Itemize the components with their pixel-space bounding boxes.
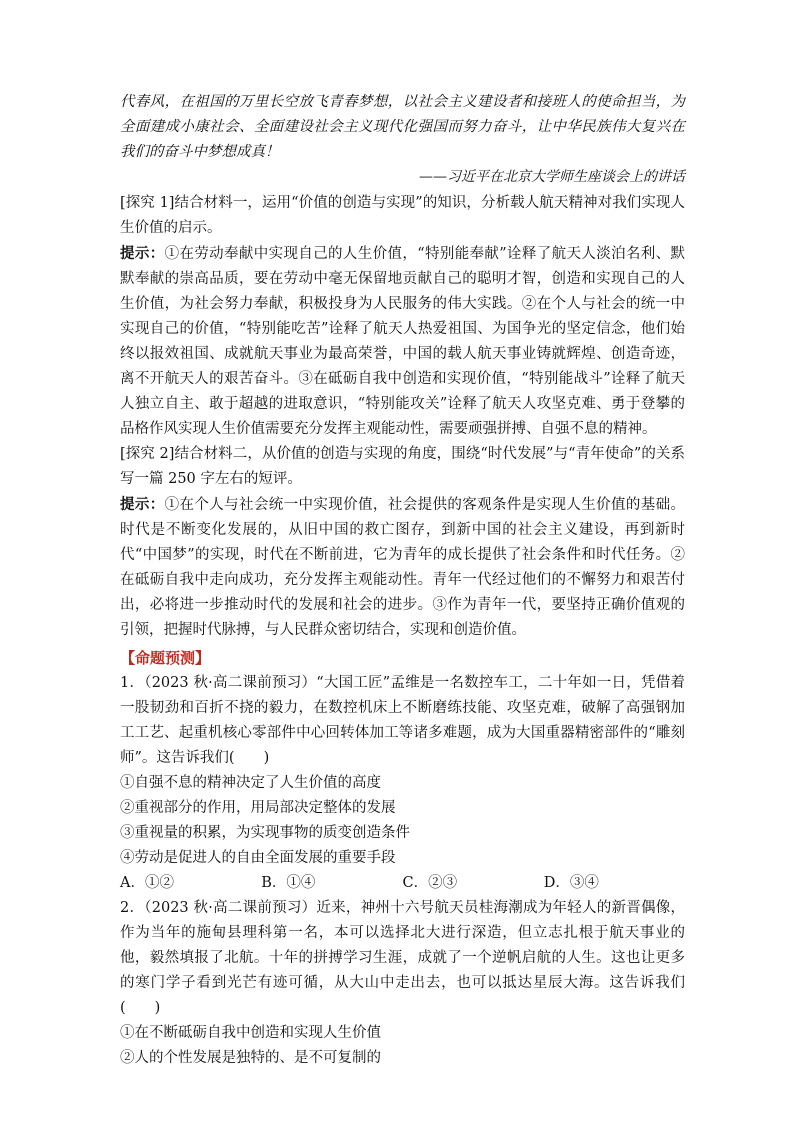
question-1 [120,671,685,896]
question-1-option-3: ③重视量的积累，为实现事物的质变创造条件 [120,825,410,841]
explore-1-tag: [探究 1] [120,195,175,211]
explore-2-tag: [探究 2] [120,446,175,462]
explore-1-question: 结合材料一，运用“价值的创造与实现”的知识，分析载人航天精神对我们实现人生价值的启示。 [120,195,685,236]
section-title: 【命题预测】 [120,649,211,667]
quote-attribution: ——习近平在北京大学师生座谈会上的讲话 [419,169,685,185]
explore-2 [120,442,685,643]
explore-1-hint-label: 提示： [120,245,165,262]
choice-d: D．③④ [543,875,599,891]
question-1-choices [120,871,685,896]
explore-2-hint-label: 提示： [120,496,165,513]
explore-2-question: 结合材料二，从价值的创造与实现的角度，围绕“时代发展”与“青年使命”的关系写一篇 250 字左右的短评。 [120,446,685,487]
question-2-option-2: ②人的个性发展是独特的、是不可复制的 [120,1050,381,1066]
question-2 [120,896,685,1071]
explore-1-hint: ①在劳动奉献中实现自己的人生价值，“特别能奉献”诠释了航天人淡泊名利、默默奉献的崇高品质，要在劳动中毫无保留地贡献自己的聪明才智，创造和实现自己的人生价值，为社会努力奉献，积极投身为人民服务的伟大实践。②在个人与社会的统一中实现自己的价值，“特别能吃苦”诠释了航天人热爱祖国、为国争光的坚定信念，他们始终以报效祖国、成就航天事业为最高荣誉，中国的载人航天事业铸就辉煌、创造奇迹，离不开航天人的艰苦奋斗。③在砥砺自我中创造和实现价值，“特别能战斗”诠释了航天人独立自主、敢于超越的进取意识，“特别能攻关”诠释了航天人攻坚克难、勇于登攀的品格作风实现人生价值需要充分发挥主观能动性，需要顽强拼搏、自强不息的精神。 [120,246,686,437]
explore-1 [120,191,685,442]
question-1-option-4: ④劳动是促进人的自由全面发展的重要手段 [120,850,396,866]
question-1-stem: 1．（2023 秋·高二课前预习）“大国工匠”孟维是一名数控车工，二十年如一日，凭借着一股韧劲和百折不挠的毅力，在数控机床上不断磨练技能、攻坚克难，破解了高强钢加工工艺、起重机核心零部件中心回转体加工等诸多难题，成为大国重器精密部件的“雕刻师”。这告诉我们( ) [120,675,685,766]
document-page [120,90,685,1071]
question-2-option-1: ①在不断砥砺自我中创造和实现人生价值 [120,1025,381,1041]
choice-a: A．①② [120,875,174,891]
question-2-stem: 2．（2023 秋·高二课前预习）近来，神州十六号航天员桂海潮成为年轻人的新晋偶像，作为当年的施甸县理科第一名，本可以选择北大进行深造，但立志扎根于航天事业的他，毅然填报了北航。十年的拼搏学习生涯，成就了一个逆帆启航的人生。这也让更多的寒门学子看到光芒有迹可循，从大山中走出去，也可以抵达星辰大海。这告诉我们( ) [120,900,685,1016]
choice-b: B．①④ [261,875,316,891]
explore-2-hint: ①在个人与社会统一中实现价值，社会提供的客观条件是实现人生价值的基础。时代是不断变化发展的，从旧中国的救亡图存，到新中国的社会主义建设，再到新时代“中国梦”的实现，时代在不断前进，它为青年的成长提供了社会条件和时代任务。②在砥砺自我中走向成功，充分发挥主观能动性。青年一代经过他们的不懈努力和艰苦付出，必将进一步推动时代的发展和社会的进步。③作为青年一代，要坚持正确价值观的引领，把握时代脉搏，与人民群众密切结合，实现和创造价值。 [120,497,686,638]
quote-text: 代春风，在祖国的万里长空放飞青春梦想，以社会主义建设者和接班人的使命担当，为全面建成小康社会、全面建设社会主义现代化强国而努力奋斗，让中华民族伟大复兴在我们的奋斗中梦想成真！ [120,94,685,160]
question-1-option-2: ②重视部分的作用，用局部决定整体的发展 [120,800,396,816]
choice-c: C．②③ [402,875,458,891]
question-1-option-1: ①自强不息的精神决定了人生价值的高度 [120,775,381,791]
